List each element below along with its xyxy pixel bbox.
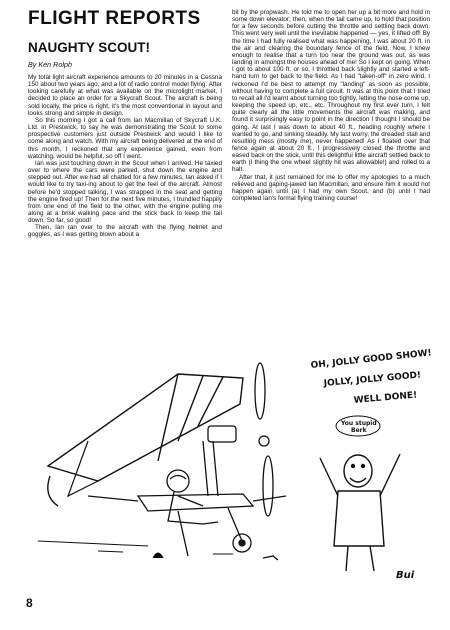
article-column-right (232, 9, 430, 202)
paragraph: So this morning I got a call from Ian Macmillan of Skycraft U.K. Ltd. in Prestwick, to say he was demonstrating the Scout to some prospective customers just outside Prestwick and would I like to come along and watch. With my aircraft being delivered at the end of this month, I reckoned that any experience gained, even from watching, would be helpful, so off I went. (28, 116, 222, 160)
paragraph: bit by the propwash. He told me to open her up a bit more and hold in some down elevator; then, when the tail came up, to hold that position for a few seconds before cutting the throttle and settling back down. This went very well until the inevitable happened — yes, it lifted off! By the time I had fully realised what was happening, I was about 20 ft. in the air and clearing the boundary fence of the field. Now, I knew enough to realise that a turn too near the ground was out, as was landing in amongst the houses ahead of me! So I kept on going. When I got to about 100 ft. or so, I throttled back slightly and started a left-hand turn to get back to the field. As I had "taken-off" in zero wind, I reckoned I'd be best to attempt my "landing" as soon as possible, without having to complete a full circuit. It was at this point that I tried to recall all I'd learnt about turning too tightly, letting the nose come up, keeping the speed up, etc., etc. Throughout my first ever turn, I felt quite clearly all the little movements the aircraft was making, and found it surprisingly easy to point in the direction I thought I should be going. At last I was down to about 40 ft., heading roughly where I wanted to go, and sinking steadily. My last worry, the dreaded stall and resulting mess (mostly me), never happened! As I floated over that fence again at about 20 ft., I progressively closed the throttle and eased back on the stick, until this delightful little aircraft settled back to earth (I thing the one wheel slightly hit was allowable!) and rolled to a halt. (232, 9, 430, 174)
paragraph: After that, it just remained for me to offer my apologies to a much relieved and gaping-jawed Ian Macmillan, and ensure him it would not happen again until (a) I had my own Scout, and (b) until I had completed Ian's formal flying training course! (232, 173, 430, 203)
landing-wheel (233, 534, 278, 560)
microlight-wing (48, 374, 243, 506)
propeller-icon (255, 363, 273, 516)
aside-bubble (336, 416, 380, 436)
speech-line: WELL DONE! (353, 390, 418, 406)
article-title: NAUGHTY SCOUT! (28, 40, 151, 55)
cartoon-illustration (28, 346, 438, 586)
paragraph: Ian was just touching down in the Scout when I arrived. He taxied over to where the cars were parked, shut down the engine and stepped out. After we had all chatted for a few minutes, Ian asked if I would like to try taxi-ing about to get the feel of the aircraft. Almost before he'd stopped talking, I was strapped in the seat and getting the engine fired up! Then for the next five minutes, I trundled happily from one end of the field to the other, with the engine pulling me along at a brisk walking pace and the stick back to keep the tail down. So far, so good! (28, 159, 222, 225)
pilot-figure (167, 470, 218, 524)
paragraph: Then, Ian ran over to the aircraft with the flying helmet and goggles, as I was getting blown about a (28, 224, 222, 239)
cheering-figure (320, 454, 400, 571)
aside-line: Berk (351, 427, 367, 434)
artist-signature: Bui (396, 570, 415, 581)
article-column-left (28, 74, 222, 239)
byline: By Ken Rolph (28, 60, 72, 69)
page-number: 8 (26, 596, 33, 610)
section-title: FLIGHT REPORTS (28, 8, 201, 29)
paragraph: My total light aircraft experience amounts to 20 minutes in a Cessna 150 about two years ago, and a lot of radio control model flying. After looking carefully at what was available on the microlight market, I decided to place an order for a Skycraft Scout. The aircraft is being sold locally, the price is right, it's the most conventional in layout and looks strong and simple in design. (28, 74, 222, 117)
speech-line: OH, JOLLY GOOD SHOW! (310, 348, 433, 371)
ground-marks (38, 541, 233, 558)
microlight-airframe (88, 426, 286, 556)
speech-line: JOLLY, JOLLY GOOD! (323, 370, 422, 389)
aside-line: You stupid (341, 420, 377, 427)
